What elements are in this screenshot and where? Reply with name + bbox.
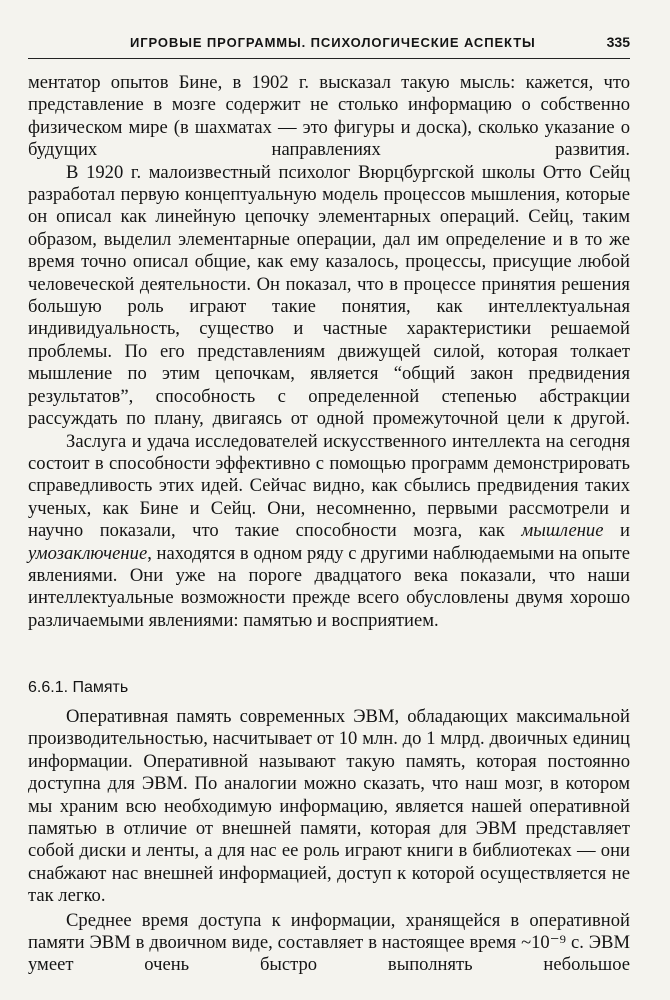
running-header: [28, 32, 630, 59]
text-run: Заслуга и удача исследователей искусственного интеллекта на сегодня состоит в способности эффективно с помощью программ демонстрировать справедливость этих идей. Сейчас видно, как сбылись предвидения таких ученых, как Бине и Сейц. Они, несомненно, первыми рассмотрели и научно показали, что такие способности мозга, как: [28, 430, 630, 542]
paragraph-operative-memory: Оперативная память современных ЭВМ, обладающих максимальной производительностью, насчитывает от 10 млн. до 1 млрд. двоичных единиц информации. Оперативной называют такую память, которая постоянно доступна для ЭВМ. По аналогии можно сказать, что наш мозг, в котором мы храним всю необходимую информацию, является нашей оперативной памятью в отличие от внешней памяти, которая для ЭВМ представляет собой диски и ленты, а для нас ее роль играют книги в библиотеках — они снабжают нас внешней информацией, доступ к которой осуществляется не так легко.: [28, 706, 630, 907]
emphasis-term: умозаключение: [28, 542, 148, 564]
paragraph-continuation: ментатор опытов Бине, в 1902 г. высказал такую мысль: кажется, что представление в мозге содержит не столько информацию о собственно физическом мире (в шахматах — это фигуры и доска), сколько указание о будущих направлениях развития.: [28, 72, 630, 161]
body-text: [28, 72, 630, 632]
paragraph-ai-merit: [28, 431, 630, 633]
running-title: ИГРОВЫЕ ПРОГРАММЫ. ПСИХОЛОГИЧЕСКИЕ АСПЕКТЫ: [130, 35, 536, 50]
page-number: 335: [606, 34, 630, 50]
text-run: и: [603, 520, 630, 542]
paragraph-access-time: Среднее время доступа к информации, хранящейся в оперативной памяти ЭВМ в двоичном виде, составляет в настоящее время ~10⁻⁹ с. ЭВМ умеет очень быстро выполнять небольшое: [28, 909, 630, 976]
section-heading: 6.6.1. Память: [28, 679, 129, 696]
paragraph-seitz: В 1920 г. малоизвестный психолог Вюрцбургской школы Отто Сейц разработал первую концептуальную модель процессов мышления, которые он описал как линейную цепочку элементарных операций. Сейц, таким образом, выделил элементарные операции, дал им определение и в то же время точно описал общие, как ему казалось, процессы, присущие любой человеческой деятельности. Он показал, что в процессе принятия решения большую роль играют такие понятия, как интеллектуальная индивидуальность, существо и частные характеристики решаемой проблемы. По его представлениям движущей силой, которая толкает мышление по этим цепочкам, является “общий закон предвидения результатов”, способность с определенной степенью абстракции рассуждать по плану, двигаясь от одной промежуточной цели к другой.: [28, 161, 630, 430]
section-text: [28, 706, 630, 977]
emphasis-term: мышление: [521, 520, 604, 542]
text-run: , находятся в одном ряду с другими наблюдаемыми на опыте явлениями. Они уже на пороге двадцатого века показали, что наши интеллектуальные возможности прежде всего обусловлены двумя хорошо различаемыми явлениями: памятью и восприятием.: [28, 542, 630, 631]
